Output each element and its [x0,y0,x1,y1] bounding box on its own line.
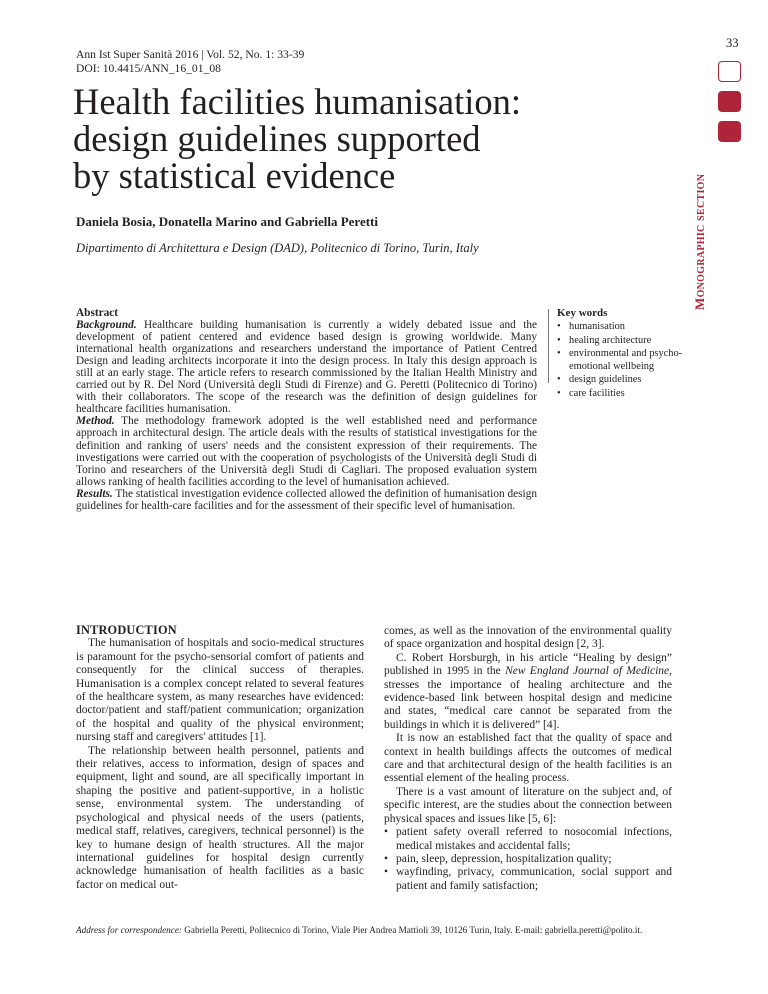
body-text: C. Robert Horsburgh, in his article “Healing by design” published in 1995 in the [384,651,672,678]
affiliation: Dipartimento di Architettura e Design (DAD), Politecnico di Torino, Turin, Italy [76,241,479,255]
abstract-method [76,415,537,487]
body-paragraph: There is a vast amount of literature on the subject and, of specific interest, are the studies about the connection between physical spaces and issues like [5, 6]: [384,785,672,825]
correspondence-label: Address for correspondence: [76,925,182,935]
body-column-right [384,625,672,893]
keywords [557,307,707,400]
keywords-heading: Key words [557,307,608,319]
title-line: by statistical evidence [73,155,396,196]
keyword-item: • healing architecture [557,334,707,347]
list-item: • pain, sleep, depression, hospitalization quality; [384,853,672,866]
keywords-divider [548,309,549,383]
article-title [73,83,633,194]
abstract-heading: Abstract [76,307,119,319]
list-item: • wayfinding, privacy, communication, social support and patient and family satisfaction; [384,866,672,893]
body-text: , stresses the importance of healing architecture and the evidence-based link between hospital design and medicine and states, “medical care cannot be separated from the buildings in which it is delivered” [4]. [384,665,672,731]
body-column-left [76,624,364,892]
title-line: Health facilities humanisation: [73,81,522,122]
section-label-word2: SECTION [696,173,707,221]
abstract-method-label: Method. [76,415,115,428]
abstract-background [76,319,537,415]
body-paragraph: The relationship between health personnel, patients and their relatives, access to information, design of spaces and equipment, light and sound, are all specifically important in shaping the positive and patient-supportive, in a holistic sense, environmental system. The understanding of psychological and physical needs of the users (patients, medical staff, relatives, caregivers, technical personnel) is the key to humane design of health structures. All the major international guidelines for hospital design currently acknowledge humanisation of health facilities as a basic factor on medical out- [76,744,364,891]
abstract-background-text: Healthcare building humanisation is currently a widely debated issue and the development of patient centered and evidence based design is growing worldwide. Many international health organizations and researchers understand the importance of Patient Centred Design and leading architects incorporate it into the design process. In Italy this design approach is still at an early stage. The article refers to research commissioned by the Italian Health Ministry and carried out by R. Del Nord (Università degli Studi di Firenze) and G. Peretti (Politecnico di Torino) with their collaborators. The scope of the research was the definition of design guidelines for healthcare facilities humanisation. [76,319,537,416]
section-marker-filled-box [718,121,741,142]
section-label-word1: ONOGRAPHIC [696,224,707,298]
abstract-background-label: Background. [76,319,137,332]
keyword-item: • environmental and psycho-emotional wellbeing [557,347,707,374]
doi: DOI: 10.4415/ANN_16_01_08 [76,62,221,75]
correspondence-text: Gabriella Peretti, Politecnico di Torino, Viale Pier Andrea Mattioli 39, 10126 Turin, Italy. E-mail: gabriella.peretti@polito.it. [181,925,643,935]
keyword-item: • design guidelines [557,373,707,386]
section-marker-boxes [718,61,748,151]
abstract [76,307,537,512]
abstract-results-label: Results. [76,487,113,500]
body-paragraph: comes, as well as the innovation of the environmental quality of space organization and hospital design [2, 3]. [384,625,672,651]
introduction-heading: INTRODUCTION [76,623,177,637]
keyword-item: • humanisation [557,320,707,333]
keyword-item: • care facilities [557,387,707,400]
section-marker-empty-box [718,61,741,82]
title-line: design guidelines supported [73,118,481,159]
section-label [692,140,708,310]
section-marker-filled-box [718,91,741,112]
journal-name: New England Journal of Medicine [505,665,670,678]
issues-list [384,826,672,893]
abstract-method-text: The methodology framework adopted is the well established need and performance approach in architectural design. The article deals with the results of statistical investigations for the definition and ranking of users' needs and the consistent expression of their requirements. The investigations were carried out with the cooperation of psychologists of the Università degli Studi di Torino and researchers of the Università degli Studi di Cagliari. The proposed evaluation system allows ranking of health facilities according to the level of humanisation achieved. [76,415,537,488]
abstract-results-text: The statistical investigation evidence collected allowed the definition of humanisation design guidelines for health-care facilities and for the assessment of their specific level of humanisation. [76,487,537,512]
body-paragraph [384,652,672,732]
abstract-results [76,488,537,512]
correspondence-footer [76,925,642,935]
journal-citation: Ann Ist Super Sanità 2016 | Vol. 52, No. 1: 33-39 [76,48,305,61]
authors: Daniela Bosia, Donatella Marino and Gabriella Peretti [76,214,378,229]
page-number: 33 [726,36,739,50]
body-paragraph: It is now an established fact that the quality of space and context in health buildings affects the outcomes of medical care and that architectural design of the health facilities is an essential element of the healing process. [384,732,672,785]
section-label-initial: M [692,297,707,310]
list-item: • patient safety overall referred to nosocomial infections, medical mistakes and accidental falls; [384,826,672,853]
body-paragraph: The humanisation of hospitals and socio-medical structures is paramount for the psycho-sensorial comfort of patients and consequently for the clinical success of therapies. Humanisation is a complex concept related to several features of the healthcare system, as many researches have evidenced: doctor/patient and staff/patient communication; organization of the hospital and quality of the physical environment; nursing staff and caregivers' attitudes [1]. [76,637,364,744]
keywords-list [557,320,707,400]
